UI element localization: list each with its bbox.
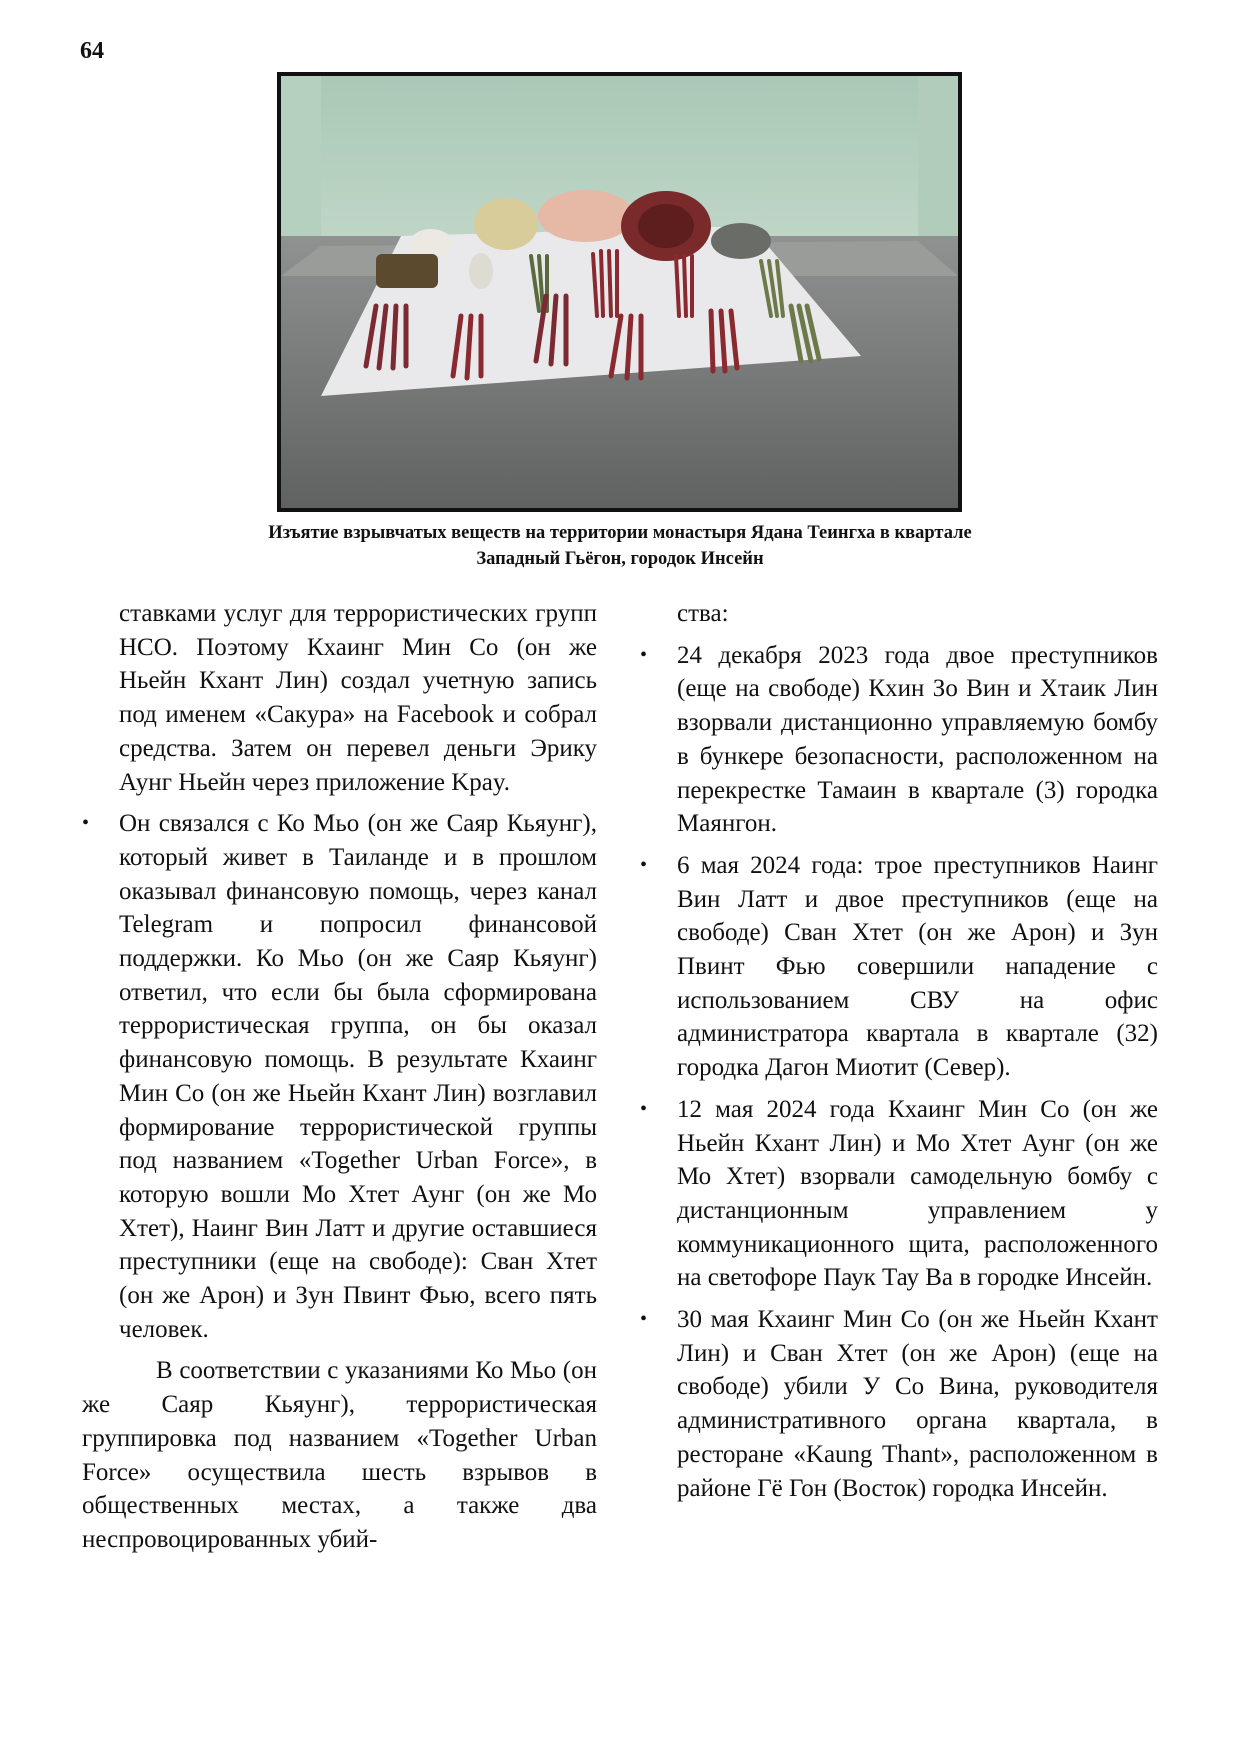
bullet-icon: • (640, 1308, 648, 1331)
list-item (640, 1303, 1158, 1505)
list-item-text: 6 мая 2024 года: трое преступников Наинг Вин Латт и двое преступников (еще на свободе) Сван Хтет (он же Арон) и Зун Пвинт Фью совершили нападение с использованием СВУ на офис администратора квартала в квартале (32) городка Дагон Миотит (Север). (677, 851, 1158, 1082)
bullet-icon: • (640, 1097, 648, 1120)
bullet-list (640, 639, 1158, 1506)
list-item (640, 1093, 1158, 1295)
list-item (82, 807, 597, 1346)
page-number: 64 (80, 38, 104, 64)
right-column (640, 597, 1158, 1505)
evidence-photo (277, 72, 962, 512)
explosives-photo-illustration (281, 76, 958, 508)
list-item (640, 849, 1158, 1085)
list-item-text: 24 декабря 2023 года двое преступников (еще на свободе) Кхин Зо Вин и Хтаик Лин взорвали дистанционно управляемую бомбу в бункере безопасности, расположенном на перекрестке Тамаин в квартале (3) городка Маянгон. (677, 641, 1158, 838)
bullet-icon: • (640, 643, 648, 666)
continued-paragraph: ства: (677, 600, 729, 627)
caption-line-2: Западный Гьёгон, городок Инсейн (476, 549, 764, 569)
figure-caption (160, 520, 1080, 572)
bullet-list (82, 807, 597, 1346)
bullet-icon: • (82, 812, 90, 835)
list-item-text: 12 мая 2024 года Кхаинг Мин Со (он же Ньейн Кхант Лин) и Мо Хтет Аунг (он же Мо Хтет) взорвали самодельную бомбу с дистанционным управлением у коммуникационного щита, расположенного на светофоре Паук Тау Ва в городке Инсейн. (677, 1095, 1158, 1292)
left-column (82, 597, 597, 1557)
caption-line-1: Изъятие взрывчатых веществ на территории монастыря Ядана Теингха в квартале (268, 523, 972, 543)
bullet-icon: • (640, 853, 648, 876)
body-paragraph: В соответствии с указаниями Ко Мьо (он же Саяр Кьяунг), террористическая группировка под названием «Together Urban Force» осуществила шесть взрывов в общественных местах, а также два неспровоцированных убий- (82, 1357, 597, 1553)
list-item (640, 639, 1158, 841)
continued-paragraph: ставками услуг для террористических групп НСО. Поэтому Кхаинг Мин Со (он же Ньейн Кхант Лин) создал учетную запись под именем «Сакура» на Facebook и собрал средства. Затем он перевел деньги Эрику Аунг Ньейн через приложение Kpay. (119, 600, 597, 796)
list-item-text: Он связался с Ко Мьо (он же Саяр Кьяунг), который живет в Таиланде и в прошлом оказывал финансовую помощь, через канал Telegram и попросил финансовой поддержки. Ко Мьо (он же Саяр Кьяунг) ответил, что если бы была сформирована террористическая группа, он бы оказал финансовую помощь. В результате Кхаинг Мин Со (он же Ньейн Кхант Лин) возглавил формирование террористической группы под названием «Together Urban Force», в которую вошли Мо Хтет Аунг (он же Мо Хтет), Наинг Вин Латт и другие оставшиеся преступники (еще на свободе): Сван Хтет (он же Арон) и Зун Пвинт Фью, всего пять человек. (119, 810, 597, 1343)
list-item-text: 30 мая Кхаинг Мин Со (он же Ньейн Кхант Лин) и Сван Хтет (он же Арон) (еще на свободе) убили У Со Вина, руководителя административного органа квартала, в ресторане «Kaung Thant», расположенном в районе Гё Гон (Восток) городка Инсейн. (677, 1306, 1158, 1502)
